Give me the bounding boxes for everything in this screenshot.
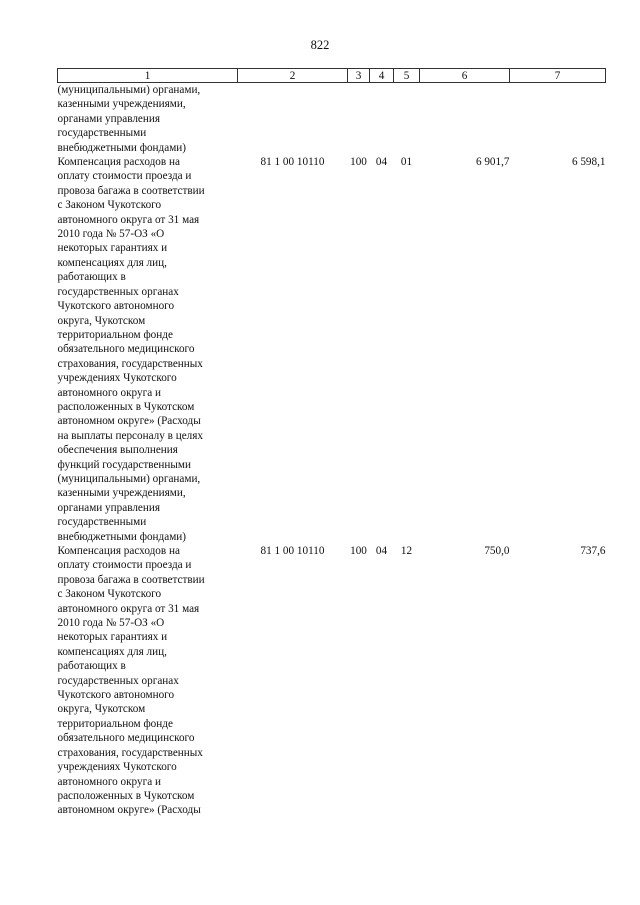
budget-classification-code: 81 1 00 10110 [260, 156, 325, 169]
description-line: Чукотского автономного [57, 300, 175, 313]
description-line: работающих в [57, 271, 126, 284]
description-line: 2010 года № 57-ОЗ «О [57, 228, 165, 241]
description-line: государственных органах [57, 285, 179, 298]
description-line: округа, Чукотском [57, 314, 146, 327]
description-line: на выплаты персоналу в целях [57, 429, 203, 442]
description-line: автономного округа от 31 мая [57, 213, 200, 226]
description-line: работающих в [57, 660, 126, 673]
description-line: государственных органах [57, 674, 179, 687]
description-line: обязательного медицинского [57, 732, 195, 745]
description-line: расположенных в Чукотском [57, 400, 195, 413]
expense-type-code: 100 [350, 156, 367, 169]
amount-plan: 750,0 [484, 545, 510, 557]
section-code [370, 83, 394, 156]
page-number: 822 [310, 38, 330, 52]
description-line: компенсациях для лиц, [57, 645, 167, 658]
table-row [58, 544, 606, 818]
description-line: Компенсация расходов на [57, 156, 180, 169]
description-line: округа, Чукотском [57, 703, 146, 716]
description-line: 2010 года № 57-ОЗ «О [57, 617, 165, 630]
description-line: внебюджетными фондами) [57, 530, 186, 543]
column-header-4: 4 [370, 69, 394, 83]
description-line: государственными [57, 127, 147, 140]
column-header-6: 6 [420, 69, 510, 83]
description-line: территориальном фонде [57, 328, 173, 341]
row-description [58, 155, 238, 544]
description-line: некоторых гарантиях и [57, 242, 168, 255]
description-line: Чукотского автономного [57, 689, 175, 702]
expense-type-code: 100 [350, 545, 367, 557]
expense-type-code [348, 83, 370, 156]
description-line: казенными учреждениями, [57, 487, 186, 500]
description-line: некоторых гарантиях и [57, 631, 168, 644]
budget-table [57, 68, 606, 818]
description-line: учреждениях Чукотского [57, 761, 177, 774]
description-line: (муниципальными) органами, [57, 84, 201, 96]
row-description [58, 83, 238, 156]
amount-plan [420, 83, 510, 156]
section-code: 04 [375, 156, 388, 169]
column-header-5: 5 [394, 69, 420, 83]
description-line: Компенсация расходов на [57, 545, 180, 557]
row-description [58, 544, 238, 818]
description-line: с Законом Чукотского [57, 199, 162, 212]
table-row [58, 155, 606, 544]
description-line: провоза багажа в соответствии [57, 573, 205, 586]
description-line: автономном округе» (Расходы [57, 415, 201, 428]
amount-actual: 6 598,1 [571, 156, 606, 169]
description-line: внебюджетными фондами) [57, 141, 186, 154]
budget-classification-code [238, 83, 348, 156]
description-line: обязательного медицинского [57, 343, 195, 356]
amount-plan: 6 901,7 [475, 156, 510, 169]
description-line: компенсациях для лиц, [57, 256, 167, 269]
description-line: государственными [57, 516, 147, 529]
description-line: автономного округа и [57, 775, 161, 788]
description-line: оплату стоимости проезда и [57, 170, 192, 183]
description-line: страхования, государственных [57, 357, 203, 370]
description-line: автономном округе» (Расходы [57, 804, 201, 817]
description-line: функций государственными [57, 458, 191, 471]
description-line: казенными учреждениями, [57, 98, 186, 111]
amount-actual [510, 83, 606, 156]
description-line: провоза багажа в соответствии [57, 184, 205, 197]
table-row [58, 83, 606, 156]
description-line: автономного округа от 31 мая [57, 602, 200, 615]
description-line: органами управления [57, 112, 161, 125]
description-line: с Законом Чукотского [57, 588, 162, 601]
description-line: территориальном фонде [57, 717, 173, 730]
subsection-code: 12 [400, 545, 413, 557]
description-line: страхования, государственных [57, 746, 203, 759]
column-header-7: 7 [510, 69, 606, 83]
column-number-row [58, 69, 606, 83]
subsection-code [394, 83, 420, 156]
description-line: оплату стоимости проезда и [57, 559, 192, 572]
section-code: 04 [375, 545, 388, 557]
description-line: (муниципальными) органами, [57, 472, 201, 485]
column-header-2: 2 [238, 69, 348, 83]
column-header-1: 1 [58, 69, 238, 83]
budget-classification-code: 81 1 00 10110 [260, 545, 325, 557]
description-line: расположенных в Чукотском [57, 789, 195, 802]
description-line: автономного округа и [57, 386, 161, 399]
column-header-3: 3 [348, 69, 370, 83]
description-line: органами управления [57, 501, 161, 514]
description-line: учреждениях Чукотского [57, 372, 177, 385]
amount-actual: 737,6 [580, 545, 606, 557]
description-line: обеспечения выполнения [57, 444, 178, 457]
subsection-code: 01 [400, 156, 413, 169]
